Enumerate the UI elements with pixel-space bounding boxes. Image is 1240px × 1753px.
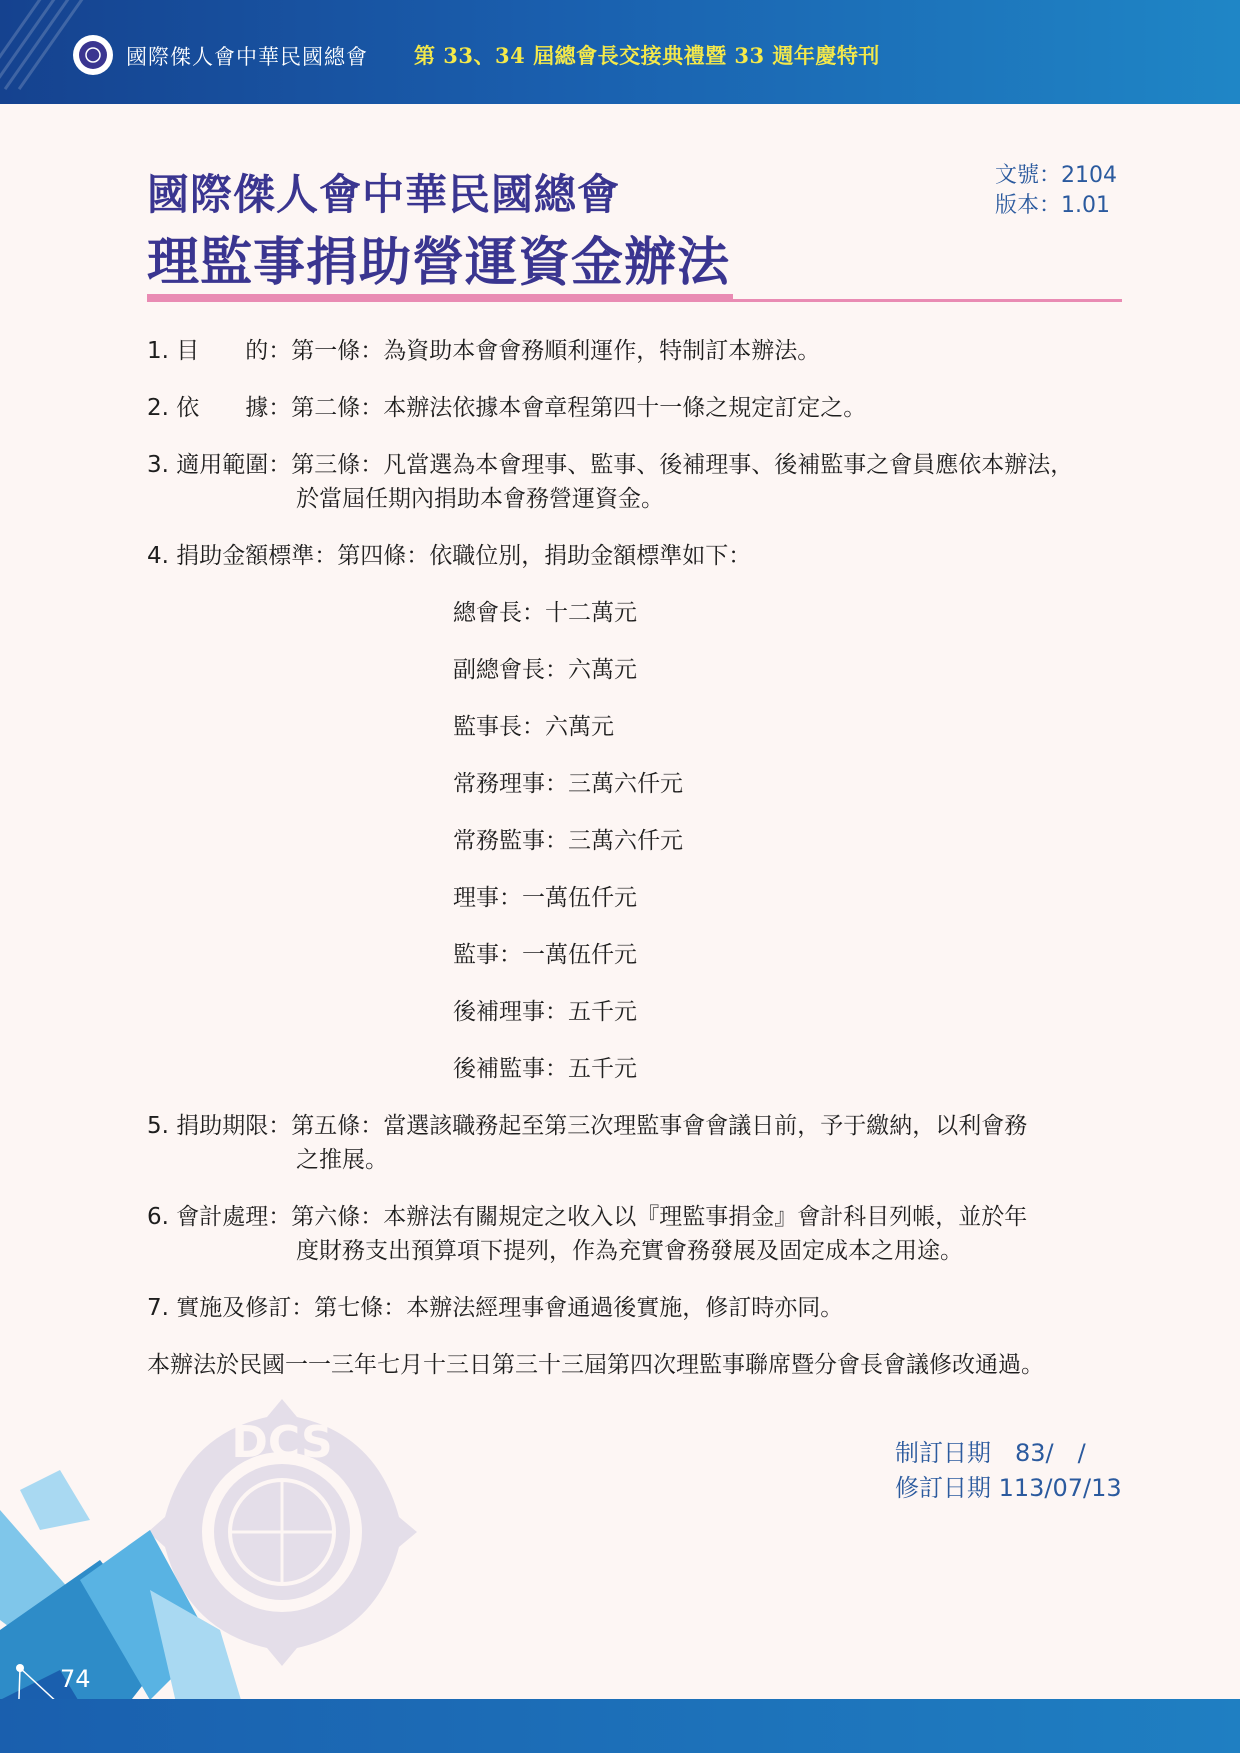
watermark-text: DCS: [231, 1417, 333, 1468]
amount-item: 副總會長：六萬元: [453, 657, 637, 683]
document-org-title: 國際傑人會中華民國總會: [147, 170, 621, 219]
amount-item: 常務理事：三萬六仟元: [453, 771, 683, 797]
article-6-continued: 度財務支出預算項下提列，作為充實會務發展及固定成本之用途。: [296, 1238, 963, 1264]
amount-item: 監事長：六萬元: [453, 714, 614, 740]
title-underline-accent: [147, 294, 733, 302]
amount-item: 常務監事：三萬六仟元: [453, 828, 683, 854]
article-label: 1. 目 的：: [147, 338, 292, 364]
article-label: 6. 會計處理：: [147, 1204, 292, 1230]
article-text: 第四條：依職位別，捐助金額標準如下：: [337, 543, 752, 569]
article-3-continued: 於當屆任期內捐助本會務營運資金。: [296, 486, 664, 512]
dcs-logo-icon: [72, 34, 114, 76]
article-label: 7. 實施及修訂：: [147, 1295, 315, 1321]
article-7: [147, 1289, 843, 1322]
page-header: [0, 0, 1240, 104]
article-label: 4. 捐助金額標準：: [147, 543, 338, 569]
article-label: 5. 捐助期限：: [147, 1113, 292, 1139]
amount-item: 理事：一萬伍仟元: [453, 885, 637, 911]
article-label: 2. 依 據：: [147, 395, 292, 421]
article-1: [147, 332, 820, 365]
article-text: 第一條：為資助本會會務順利運作，特制訂本辦法。: [291, 338, 821, 364]
article-text: 第二條：本辦法依據本會章程第四十一條之規定訂定之。: [291, 395, 867, 421]
article-6: [147, 1198, 1027, 1231]
article-5-continued: 之推展。: [296, 1147, 388, 1173]
amount-item: 監事：一萬伍仟元: [453, 942, 637, 968]
amount-item: 總會長：十二萬元: [453, 600, 637, 626]
enacted-date: 制訂日期 83/ /: [895, 1439, 1086, 1467]
header-issue-title: 第 33、34 屆總會長交接典禮暨 33 週年慶特刊: [414, 43, 880, 68]
article-text: 第七條：本辦法經理事會通過後實施，修訂時亦同。: [314, 1295, 844, 1321]
article-text: 第六條：本辦法有關規定之收入以『理監事捐金』會計科目列帳，並於年: [291, 1204, 1028, 1230]
page-footer-bar: [0, 1699, 1240, 1753]
article-2: [147, 389, 866, 422]
article-5: [147, 1107, 1027, 1140]
header-org-name: 國際傑人會中華民國總會: [126, 45, 368, 69]
article-text: 第五條：當選該職務起至第三次理監事會會議日前，予于繳納，以利會務: [291, 1113, 1028, 1139]
closing-statement: 本辦法於民國一一三年七月十三日第三十三屆第四次理監事聯席暨分會長會議修改通過。: [147, 1352, 1044, 1378]
document-title: 理監事捐助營運資金辦法: [147, 232, 731, 293]
article-4: [147, 537, 751, 570]
article-text: 第三條：凡當選為本會理事、監事、後補理事、後補監事之會員應依本辦法，: [291, 452, 1074, 478]
doc-version: 版本：1.01: [995, 193, 1110, 218]
amount-item: 後補監事：五千元: [453, 1056, 637, 1082]
page-number: 74: [60, 1665, 91, 1693]
amount-item: 後補理事：五千元: [453, 999, 637, 1025]
document-dates: [895, 1436, 1122, 1506]
article-3: [147, 446, 1073, 479]
document-meta: [995, 161, 1117, 221]
article-label: 3. 適用範圍：: [147, 452, 292, 478]
header-stripe: [4, 0, 75, 90]
revised-date: 修訂日期 113/07/13: [895, 1474, 1122, 1502]
doc-number: 文號：2104: [995, 163, 1117, 188]
